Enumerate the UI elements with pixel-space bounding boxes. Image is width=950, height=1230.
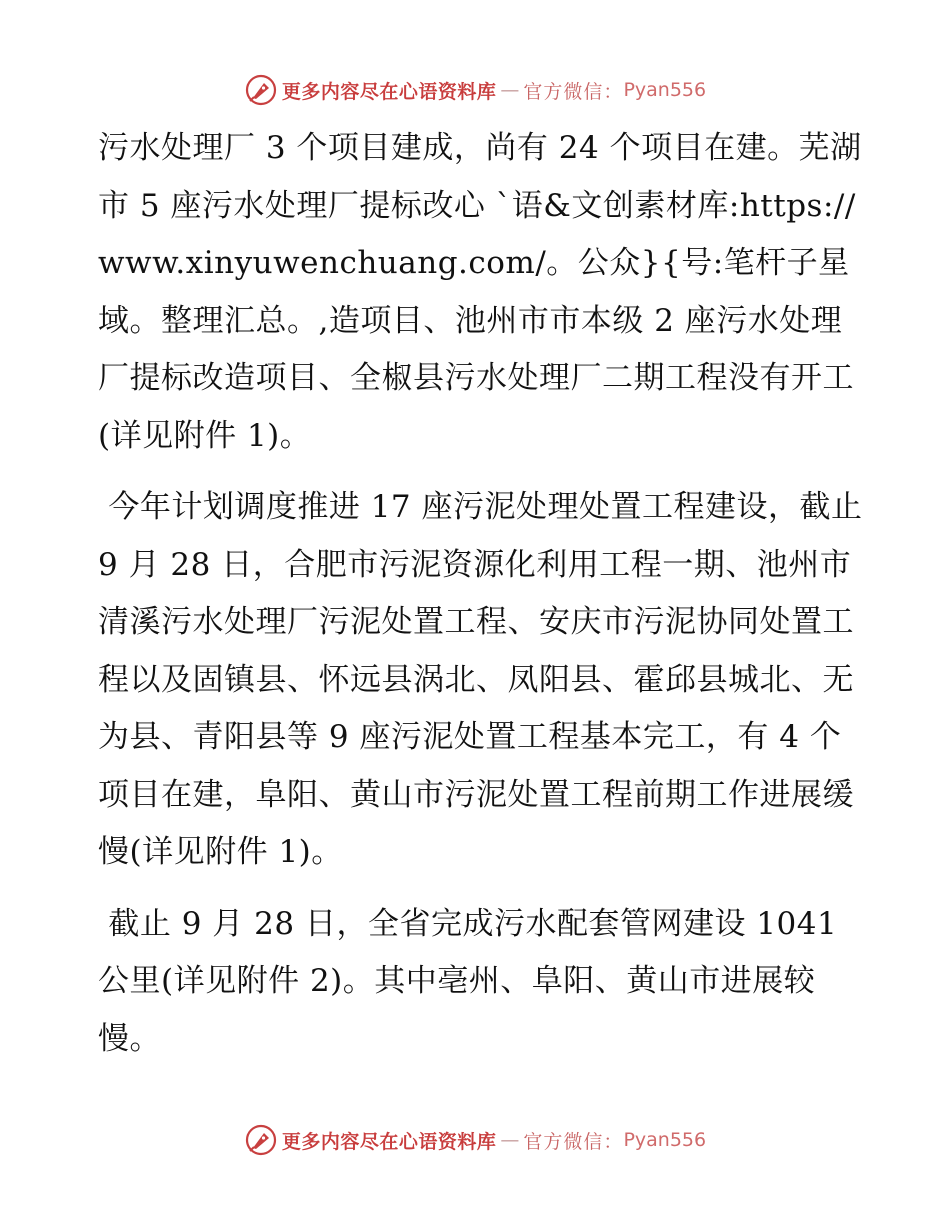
pen-nib-circle-icon [244,73,278,107]
watermark-label: 官方微信： [523,80,624,103]
header-watermark [0,70,950,110]
watermark-separator: — [500,79,520,101]
footer-watermark [0,1120,950,1160]
watermark-label: 官方微信： [523,1130,624,1153]
watermark-brand: 更多内容尽在心语资料库 [281,1130,497,1153]
paragraph-2: 今年计划调度推进 17 座污泥处理处置工程建设，截止 9 月 28 日，合肥市污泥资源化利用工程一期、池州市清溪污水处理厂污泥处置工程、安庆市污泥协同处置工程以及固镇县、怀远县涡北、凤阳县、霍邱县城北、无为县、青阳县等 9 座污泥处置工程基本完工，有 4 个项目在建，阜阳、黄山市污泥处置工程前期工作进展缓慢(详见附件 1)。 [98,489,873,870]
watermark-id: Pyan556 [623,1129,707,1151]
watermark-brand: 更多内容尽在心语资料库 [281,80,497,103]
watermark-separator: — [500,1129,520,1151]
document-body [98,120,873,1068]
pen-nib-circle-icon [244,1123,278,1157]
paragraph-3: 截止 9 月 28 日，全省完成污水配套管网建设 1041 公里(详见附件 2)。其中亳州、阜阳、黄山市进展较慢。 [98,905,848,1057]
paragraph-1: 污水处理厂 3 个项目建成，尚有 24 个项目在建。芜湖市 5 座污水处理厂提标改心 `语&文创素材库:https://www.xinyuwenchuang.com/。公众}{号:笔杆子星域。整理汇总。,造项目、池州市市本级 2 座污水处理厂提标改造项目、全椒县污水处理厂二期工程没有开工(详见附件 1)。 [98,130,862,454]
watermark-id: Pyan556 [623,79,707,101]
